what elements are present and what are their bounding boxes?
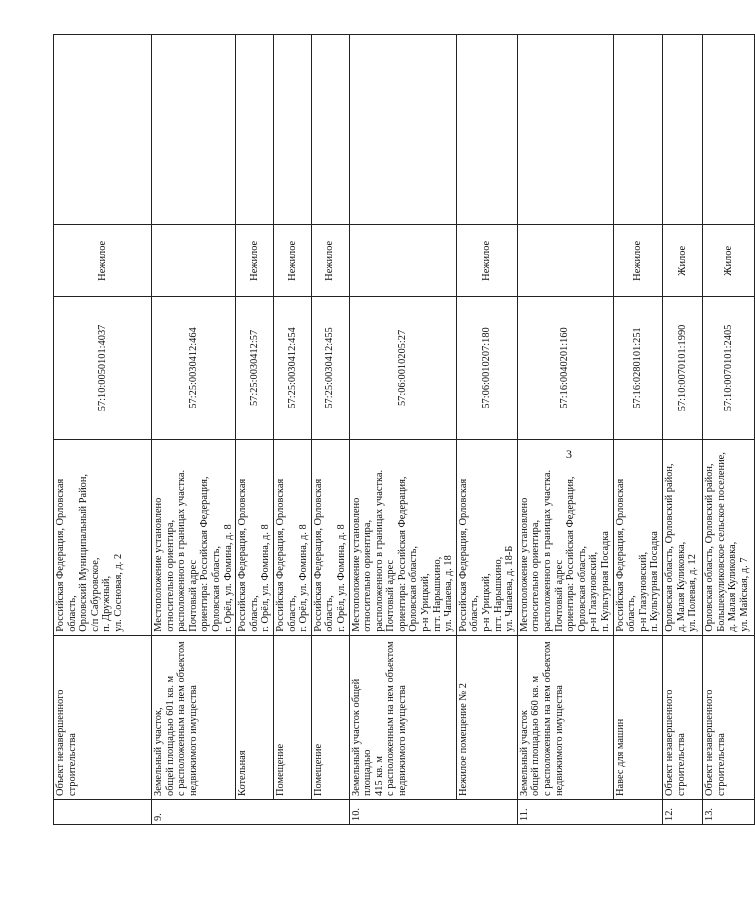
row-number — [349, 799, 517, 824]
object-type-text: Жилое — [676, 245, 688, 276]
page-number: 3 — [566, 447, 572, 461]
cadastral-number-text: 57:16:0280101:251 — [631, 327, 643, 409]
empty-cell — [613, 35, 662, 225]
object-address-text: Российская Федерация, Орловская область, г. Орёл, ул. Фомина, д. 8 — [274, 478, 310, 632]
cadastral-number — [349, 297, 456, 439]
table-row — [702, 35, 754, 825]
cadastral-number — [702, 297, 754, 439]
cadastral-number — [54, 297, 152, 439]
row-number — [662, 799, 702, 824]
object-type — [456, 225, 517, 297]
object-type — [273, 225, 311, 297]
object-type-text: Нежилое — [481, 240, 493, 281]
table-row — [152, 35, 236, 825]
object-address-text: Российская Федерация, Орловская область, г. Орёл, ул. Фомина, д. 8 — [312, 478, 347, 632]
object-name-text: Объект незавершенного строительства — [663, 689, 687, 796]
cadastral-number — [662, 297, 702, 439]
object-address-text: Российская Федерация, Орловская область, г. Орёл, ул. Фомина, д. 8 — [237, 478, 272, 632]
row-number — [152, 799, 350, 824]
empty-cell — [702, 35, 754, 225]
table-row — [311, 35, 349, 825]
object-address — [236, 439, 274, 635]
object-name-text: Помещение — [274, 743, 286, 796]
cadastral-number-text: 57:25:0030412:454 — [286, 327, 298, 409]
row-number-text: 12. — [663, 808, 675, 821]
table-row — [456, 35, 517, 825]
object-name-text: Объект незавершенного строительства — [55, 689, 78, 796]
row-number-text: 9. — [153, 813, 164, 821]
object-address — [152, 439, 236, 635]
object-address-text: Российская Федерация, Орловская область, Орловский Муниципальный Район, с/п Сабуровское, п. Дружный, ул. Сосновая, д. 2 — [55, 473, 124, 632]
object-name-text: Объект незавершенного строительства — [703, 689, 727, 796]
cadastral-number-text: 57:06:0010207:180 — [481, 327, 493, 409]
empty-cell — [54, 35, 152, 225]
property-table-body — [54, 35, 755, 825]
cadastral-number-text: 57:10:0070101:1990 — [676, 324, 688, 412]
table-row — [236, 35, 274, 825]
table-row — [517, 35, 613, 825]
object-address-text: Российская Федерация, Орловская область, р-н Глазуновский, п. Культурная Посадка — [614, 478, 661, 632]
table-row — [662, 35, 702, 825]
cadastral-number-text: 57:10:0070101:2405 — [722, 324, 734, 412]
row-number — [702, 799, 754, 824]
object-name — [54, 635, 152, 799]
empty-cell — [349, 35, 456, 225]
object-address — [613, 439, 662, 635]
cadastral-number — [152, 297, 236, 439]
object-type — [152, 225, 236, 297]
empty-cell — [456, 35, 517, 225]
object-type — [662, 225, 702, 297]
empty-cell — [311, 35, 349, 225]
object-type — [613, 225, 662, 297]
cadastral-number — [613, 297, 662, 439]
object-address — [54, 439, 152, 635]
empty-cell — [236, 35, 274, 225]
object-name — [702, 635, 754, 799]
object-name — [613, 635, 662, 799]
row-number-text: 11. — [518, 808, 530, 821]
object-name — [662, 635, 702, 799]
cadastral-number-text: 57:25:0030412:455 — [324, 327, 336, 409]
object-name — [456, 635, 517, 799]
cadastral-number — [236, 297, 274, 439]
row-number — [517, 799, 662, 824]
row-number — [54, 799, 152, 824]
cadastral-number — [311, 297, 349, 439]
empty-cell — [273, 35, 311, 225]
object-type-text: Нежилое — [324, 240, 336, 281]
table-row — [349, 35, 456, 825]
cadastral-number — [456, 297, 517, 439]
object-type — [349, 225, 456, 297]
object-address — [311, 439, 349, 635]
object-name-text: Земельный участок, общей площадью 601 кв. м с расположенным на нем объектом недвижимого имущества — [153, 641, 199, 796]
object-address-text: Местоположение установлено относительно ориентира, расположенного в границах участка. Почтовый адрес ориентира: Российская Федерация, Орловская область, г. Орёл, ул. Фомина, д. 8 — [153, 469, 234, 632]
object-type — [54, 225, 152, 297]
table-row — [54, 35, 152, 825]
row-number-text: 13. — [703, 808, 715, 821]
table-row — [273, 35, 311, 825]
empty-cell — [662, 35, 702, 225]
cadastral-number — [273, 297, 311, 439]
object-address — [273, 439, 311, 635]
object-address-text: Местоположение установлено относительно ориентира, расположенного в границах участка. Почтовый адрес ориентира: Российская Федерация, Орловская область, р-н Глазуновский, п. Культурная Посадка — [518, 469, 611, 632]
row-number-text: 10. — [350, 808, 362, 821]
object-name — [273, 635, 311, 799]
object-address — [662, 439, 702, 635]
object-type — [236, 225, 274, 297]
object-name — [236, 635, 274, 799]
object-name — [311, 635, 349, 799]
object-address — [517, 439, 613, 635]
object-type — [311, 225, 349, 297]
object-name-text: Помещение — [312, 743, 324, 796]
table-row — [613, 35, 662, 825]
object-name-text: Земельный участок общей площадью 660 кв. м с расположенным на нем объектом недвижимого имущества — [518, 641, 565, 796]
empty-cell — [152, 35, 236, 225]
object-type — [702, 225, 754, 297]
cadastral-number-text: 57:16:0040201:160 — [559, 327, 571, 409]
object-name — [517, 635, 613, 799]
object-address — [456, 439, 517, 635]
cadastral-number-text: 57:25:0030412:57 — [248, 329, 260, 407]
object-name — [349, 635, 456, 799]
cadastral-number-text: 57:10:0050101:4037 — [96, 324, 108, 412]
cadastral-number-text: 57:25:0030412:464 — [187, 327, 199, 409]
object-type-text: Нежилое — [286, 240, 298, 281]
property-table — [53, 34, 755, 825]
object-type-text: Нежилое — [96, 240, 108, 281]
object-type-text: Жилое — [722, 245, 734, 276]
object-type-text: Нежилое — [631, 240, 643, 281]
object-address — [349, 439, 456, 635]
object-type — [517, 225, 613, 297]
object-name — [152, 635, 236, 799]
object-address-text: Орловская область, Орловский район, д. Малая Куликовка, ул. Полевая, д. 12 — [663, 463, 699, 632]
cadastral-number-text: 57:06:0010205:27 — [396, 329, 408, 407]
object-address-text: Российская Федерация, Орловская область, р-н Урицкий, пгт. Нарышкино, ул. Чапаева, д. 18-Б — [457, 478, 516, 632]
object-address — [702, 439, 754, 635]
object-name-text: Земельный участок общей площадью 415 кв. м с расположенным на нем объектом недвижимого имущества — [350, 641, 408, 796]
object-name-text: Котельная — [237, 750, 249, 796]
cadastral-number — [517, 297, 613, 439]
object-name-text: Нежилое помещение № 2 — [457, 683, 469, 796]
object-address-text: Местоположение установлено относительно ориентира, расположенного в границах участка. Почтовый адрес ориентира: Российская Федерация, Орловская область, р-н Урицкий, пгт. Нарышкино, ул. Чапаева, д. 18 — [350, 469, 455, 632]
object-address-text: Орловская область, Орловский район, Большекуликовское сельское поселение, д. Малая Куликовка, ул. Майская, д. 7 — [703, 452, 750, 632]
object-name-text: Навес для машин — [614, 718, 626, 796]
object-type-text: Нежилое — [248, 240, 260, 281]
empty-cell — [517, 35, 613, 225]
